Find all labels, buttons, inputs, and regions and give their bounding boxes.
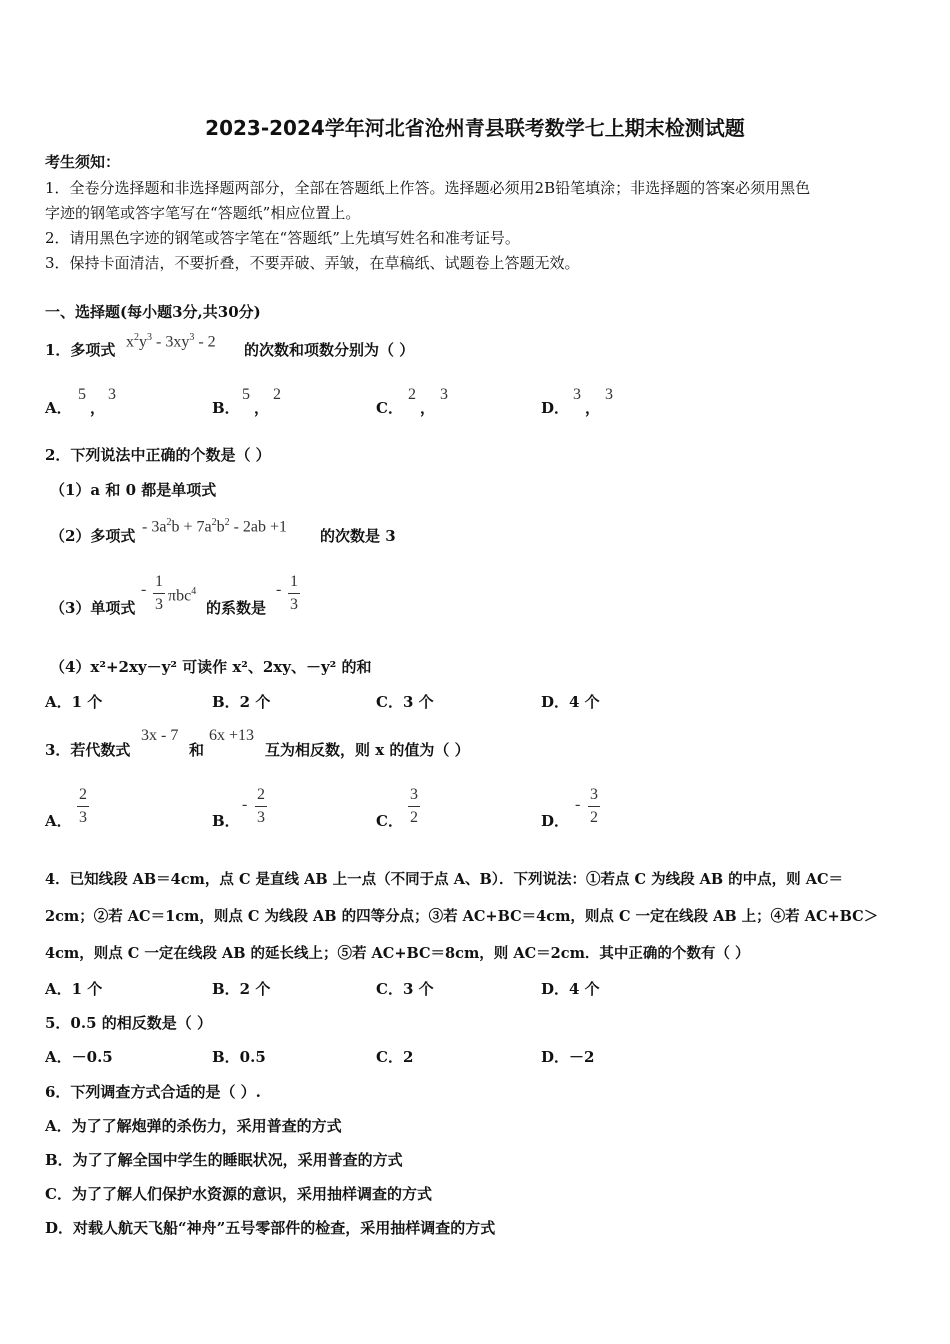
q2-statement-1: （1）a 和 0 都是单项式 <box>50 481 217 499</box>
q3-option-sign: - <box>575 796 581 813</box>
q1-option-value: 3 <box>108 386 116 403</box>
q5-option: C．2 <box>376 1048 414 1066</box>
q1-option-value: 5 <box>242 386 250 403</box>
q2-statement-3-prefix: （3）单项式 <box>50 599 136 617</box>
q2-option: C．3 个 <box>376 693 434 711</box>
q2-stem: 2．下列说法中正确的个数是（ ） <box>45 446 271 464</box>
q1-option-value: 3 <box>440 386 448 403</box>
q4-option: D．4 个 <box>541 980 600 998</box>
q2-monomial: πbc$^4$ <box>168 586 197 605</box>
comma: ， <box>585 399 601 417</box>
q3-option-label: C． <box>376 812 403 830</box>
q2-statement-2-suffix: 的次数是 3 <box>320 527 396 545</box>
q2-option: D．4 个 <box>541 693 600 711</box>
q3-expression-1: 3x - 7 <box>141 727 179 744</box>
q1-option-value: 2 <box>273 386 281 403</box>
q3-option-fraction: 2 3 <box>257 786 265 826</box>
notice-line: 1．全卷分选择题和非选择题两部分，全部在答题纸上作答。选择题必须用2B铅笔填涂；非选择题的答案必须用黑色 <box>45 179 811 197</box>
q2-coefficient-fraction: 1 3 <box>290 573 298 613</box>
q6-option: B．为了了解全国中学生的睡眠状况，采用普查的方式 <box>45 1151 403 1169</box>
q4-option: C．3 个 <box>376 980 434 998</box>
q5-option: D．－2 <box>541 1048 595 1066</box>
q2-statement-3-mid: 的系数是 <box>206 599 267 617</box>
q3-option-label: B． <box>212 812 240 830</box>
q1-option-label: A． <box>45 399 72 417</box>
q1-option-value: 3 <box>573 386 581 403</box>
q6-option: C．为了了解人们保护水资源的意识，采用抽样调查的方式 <box>45 1185 432 1203</box>
q4-option: A．1 个 <box>45 980 103 998</box>
comma: ， <box>90 399 106 417</box>
q1-option-value: 5 <box>78 386 86 403</box>
q1-suffix: 的次数和项数分别为（ ） <box>244 341 415 359</box>
q3-option-fraction: 2 3 <box>79 786 87 826</box>
page-title: 2023-2024学年河北省沧州青县联考数学七上期末检测试题 <box>205 116 745 140</box>
q4-option: B．2 个 <box>212 980 271 998</box>
q5-stem: 5．0.5 的相反数是（ ） <box>45 1014 212 1032</box>
q3-prefix: 3．若代数式 <box>45 741 131 759</box>
comma: ， <box>254 399 270 417</box>
q2-option: B．2 个 <box>212 693 271 711</box>
notice-line: 3．保持卡面清洁，不要折叠，不要弄破、弄皱，在草稿纸、试题卷上答题无效。 <box>45 254 580 272</box>
q2-monomial-fraction: 1 3 <box>155 573 163 613</box>
q6-stem: 6．下列调查方式合适的是（ ）. <box>45 1083 261 1101</box>
minus-sign: - <box>276 581 282 598</box>
q5-option: B．0.5 <box>212 1048 266 1066</box>
notice-heading: 考生须知： <box>45 153 121 171</box>
q3-option-sign: - <box>242 796 248 813</box>
q3-option-label: D． <box>541 812 570 830</box>
q6-option: D．对载人航天飞船“神舟”五号零部件的检查，采用抽样调查的方式 <box>45 1219 496 1237</box>
minus-sign: - <box>141 581 147 598</box>
q3-option-fraction: 3 2 <box>410 786 418 826</box>
q3-option-fraction: 3 2 <box>590 786 598 826</box>
q3-suffix: 互为相反数，则 x 的值为（ ） <box>265 741 470 759</box>
q1-option-value: 2 <box>408 386 416 403</box>
q4-line: 2cm；②若 AC＝1cm，则点 C 为线段 AB 的四等分点；③若 AC+BC＝4cm，则点 C 一定在线段 AB 上；④若 AC+BC＞ <box>45 908 879 925</box>
q1-option-value: 3 <box>605 386 613 403</box>
q1-prefix: 1．多项式 <box>45 341 116 359</box>
q4-line: 4cm，则点 C 一定在线段 AB 的延长线上；⑤若 AC+BC＝8cm，则 AC＝2cm．其中正确的个数有（ ） <box>45 945 750 962</box>
q5-option: A．－0.5 <box>45 1048 113 1066</box>
q2-statement-2-prefix: （2）多项式 <box>50 527 136 545</box>
q1-polynomial: $x^2y^3 - 3xy^3 - 2$ <box>126 332 216 351</box>
q1-option-label: B． <box>212 399 240 417</box>
q4-line: 4．已知线段 AB＝4cm，点 C 是直线 AB 上一点（不同于点 A、B）．下列说法：①若点 C 为线段 AB 的中点，则 AC＝ <box>45 871 844 888</box>
q2-statement-4: （4）x²+2xy－y² 可读作 x²、2xy、－y² 的和 <box>50 658 372 676</box>
q2-polynomial: - $3a^2b + 7a^2b^2 - 2ab +1$ <box>142 517 288 536</box>
comma: ， <box>420 399 436 417</box>
notice-line: 2．请用黑色字迹的钢笔或答字笔在“答题纸”上先填写姓名和准考证号。 <box>45 229 520 247</box>
q2-option: A．1 个 <box>45 693 103 711</box>
q3-and: 和 <box>189 741 205 759</box>
notice-line: 字迹的钢笔或答字笔写在“答题纸”相应位置上。 <box>45 204 361 222</box>
q3-option-label: A． <box>45 812 72 830</box>
q1-option-label: C． <box>376 399 403 417</box>
q3-expression-2: 6x +13 <box>209 727 255 744</box>
q6-option: A．为了了解炮弹的杀伤力，采用普查的方式 <box>45 1117 342 1135</box>
q1-option-label: D． <box>541 399 570 417</box>
section-heading: 一、选择题(每小题3分,共30分) <box>45 303 261 321</box>
